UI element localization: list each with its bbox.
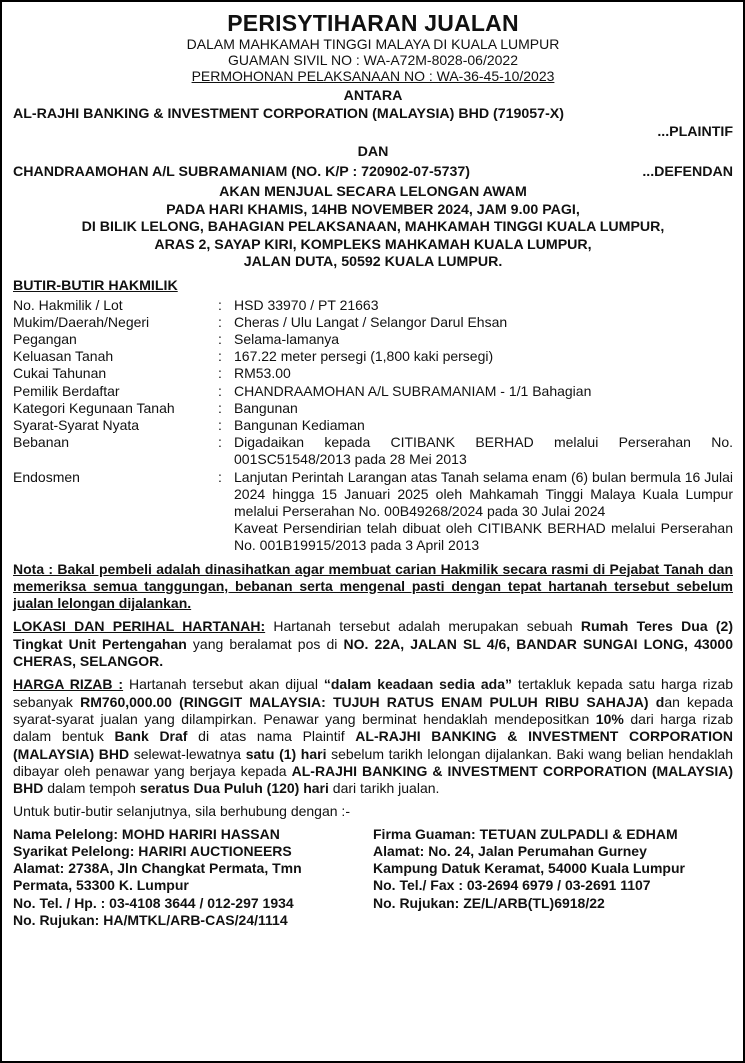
further-info-line: Untuk butir-butir selanjutnya, sila berhubung dengan :- xyxy=(13,803,350,820)
auctioneer-contact xyxy=(13,826,373,929)
detail-colon: : xyxy=(218,313,222,330)
auction-line: ARAS 2, SAYAP KIRI, KOMPLEKS MAHKAMAH KUALA LUMPUR, xyxy=(154,236,592,253)
endorsement-entry: Lanjutan Perintah Larangan atas Tanah selama enam (6) bulan bermula 16 Julai 2024 hingga 15 Januari 2025 oleh Mahkamah Tinggi Malaya Kuala Lumpur melalui Perserahan No. 00B49268/2024 pada 30 Julai 2024 xyxy=(234,468,733,519)
detail-colon: : xyxy=(218,330,222,347)
reserve-bold: “dalam keadaan sedia ada” xyxy=(323,676,513,693)
reserve-text: an kepada syarat-syarat jualan yang dilampirkan. Penawar yang berminat hendaklah mendepositkan xyxy=(13,693,733,727)
detail-value: Bangunan Kediaman xyxy=(234,416,365,433)
note-paragraph: Nota : Bakal pembeli adalah dinasihatkan agar membuat carian Hakmilik secara rasmi di Pejabat Tanah dan memeriksa semua tanggungan, bebanan serta mengenal pasti dengan tepat hartanah tersebut sebelum jualan lelongan dijalankan. xyxy=(13,560,733,612)
title-details-heading: BUTIR-BUTIR HAKMILIK xyxy=(13,277,178,294)
property-location-paragraph xyxy=(13,618,733,670)
detail-label: Keluasan Tanah xyxy=(13,348,114,365)
detail-label: Syarat-Syarat Nyata xyxy=(13,416,140,433)
detail-value: Bangunan xyxy=(234,399,298,416)
property-type: Rumah Teres Dua (2) Tingkat Unit Pertengahan xyxy=(13,618,733,652)
auction-line: PADA HARI KHAMIS, 14HB NOVEMBER 2024, JAM 9.00 PAGI, xyxy=(166,201,580,218)
endorsement-values xyxy=(234,469,733,555)
detail-colon: : xyxy=(218,399,222,416)
auctioneer-phone: No. Tel. / Hp. : 03-4108 3644 / 012-297 1934 xyxy=(13,894,294,911)
defendant-row xyxy=(13,163,733,181)
auction-announcement xyxy=(13,184,733,272)
defendant-name: CHANDRAAMOHAN A/L SUBRAMANIAM (NO. K/P : 720902-07-5737) xyxy=(13,164,470,180)
reserve-heading: HARGA RIZAB : xyxy=(13,676,124,693)
reserve-text: dari tarikh jualan. xyxy=(328,780,440,797)
reserve-text: Hartanah tersebut akan dijual xyxy=(123,676,324,693)
detail-row xyxy=(13,297,733,314)
detail-label: Cukai Tahunan xyxy=(13,365,107,382)
location-text: yang beralamat pos di xyxy=(186,635,344,652)
detail-label: No. Hakmilik / Lot xyxy=(13,296,123,313)
detail-row xyxy=(13,331,733,348)
civil-suit-number: GUAMAN SIVIL NO : WA-A72M-8028-06/2022 xyxy=(228,52,518,68)
auctioneer-reference: No. Rujukan: HA/MTKL/ARB-CAS/24/1114 xyxy=(13,911,288,928)
plaintiff-role: ...PLAINTIF xyxy=(657,124,733,140)
reserve-text: sebelum tarikh lelongan dijalankan. Baki wang belian hendaklah dibayar oleh penawar yang berjaya kepada xyxy=(13,745,733,779)
reserve-text: dalam tempoh xyxy=(43,780,140,797)
detail-value: HSD 33970 / PT 21663 xyxy=(234,296,379,313)
solicitor-contact xyxy=(373,826,733,929)
defendant-role: ...DEFENDAN xyxy=(642,164,733,180)
and-label: DAN xyxy=(357,144,389,160)
auction-line: AKAN MENJUAL SECARA LELONGAN AWAM xyxy=(219,184,527,200)
plaintiff-name: AL-RAJHI BANKING & INVESTMENT CORPORATION (MALAYSIA) BHD (719057-X) xyxy=(13,106,564,122)
detail-value: Selama-lamanya xyxy=(234,330,340,347)
document-title: PERISYTIHARAN JUALAN xyxy=(227,10,519,36)
reserve-text: tertakluk kepada satu harga rizab sebanyak xyxy=(13,676,734,710)
detail-value: Cheras / Ulu Langat / Selangor Darul Ehsan xyxy=(234,313,508,330)
detail-label: Pegangan xyxy=(13,330,77,347)
solicitor-reference: No. Rujukan: ZE/L/ARB(TL)6918/22 xyxy=(373,894,605,911)
auction-line: JALAN DUTA, 50592 KUALA LUMPUR. xyxy=(243,254,503,270)
detail-colon: : xyxy=(218,365,222,382)
detail-colon: : xyxy=(218,416,222,433)
auctioneer-address: Permata, 53300 K. Lumpur xyxy=(13,877,189,894)
detail-row xyxy=(13,348,733,365)
between-label: ANTARA xyxy=(343,88,403,104)
detail-value: CHANDRAAMOHAN A/L SUBRAMANIAM - 1/1 Bahagian xyxy=(234,382,592,399)
auction-line: DI BILIK LELONG, BAHAGIAN PELAKSANAAN, MAHKAMAH TINGGI KUALA LUMPUR, xyxy=(81,219,665,235)
payment-method: Bank Draf xyxy=(114,728,188,745)
detail-row xyxy=(13,314,733,331)
detail-row xyxy=(13,383,733,400)
solicitor-firm: Firma Guaman: TETUAN ZULPADLI & EDHAM xyxy=(373,825,678,842)
detail-label: Pemilik Berdaftar xyxy=(13,382,120,399)
detail-colon: : xyxy=(218,348,222,365)
solicitor-address: Alamat: No. 24, Jalan Perumahan Gurney xyxy=(373,842,647,859)
reserve-text: dari harga rizab dalam bentuk xyxy=(13,710,734,745)
detail-value: Digadaikan kepada CITIBANK BERHAD melalui Perserahan No. 001SC51548/2013 pada 28 Mei 2013 xyxy=(234,434,733,468)
reserve-text: selewat-lewatnya xyxy=(129,745,246,762)
balance-period: seratus Dua Puluh (120) hari xyxy=(139,780,329,797)
detail-value: RM53.00 xyxy=(234,365,291,382)
reserve-price-paragraph xyxy=(13,676,733,797)
deposit-deadline: satu (1) hari xyxy=(245,745,327,762)
solicitor-phone: No. Tel./ Fax : 03-2694 6979 / 03-2691 1107 xyxy=(373,877,651,894)
detail-label: Kategori Kegunaan Tanah xyxy=(13,399,175,416)
detail-row-endorsement xyxy=(13,469,733,555)
auctioneer-address: Alamat: 2738A, Jln Changkat Permata, Tmn xyxy=(13,860,302,877)
detail-label: Endosmen xyxy=(13,468,80,485)
reserve-text: di atas nama Plaintif xyxy=(187,728,356,745)
solicitor-address: Kampung Datuk Keramat, 54000 Kuala Lumpur xyxy=(373,860,685,877)
detail-colon: : xyxy=(218,434,222,451)
endorsement-entry: Kaveat Persendirian telah dibuat oleh CITIBANK BERHAD melalui Perserahan No. 001B19915/2013 pada 3 April 2013 xyxy=(234,520,733,554)
detail-row xyxy=(13,400,733,417)
auctioneer-company: Syarikat Pelelong: HARIRI AUCTIONEERS xyxy=(13,842,292,859)
deposit-percentage: 10% xyxy=(595,710,624,727)
title-details-list xyxy=(13,297,733,555)
court-name: DALAM MAHKAMAH TINGGI MALAYA DI KUALA LUMPUR xyxy=(186,36,560,52)
execution-application-number: PERMOHONAN PELAKSANAAN NO : WA-36-45-10/2023 xyxy=(191,68,555,84)
auctioneer-name: Nama Pelelong: MOHD HARIRI HASSAN xyxy=(13,825,280,842)
location-text: Hartanah tersebut adalah merupakan sebuah xyxy=(265,618,581,635)
detail-row xyxy=(13,365,733,382)
property-address: NO. 22A, JALAN SL 4/6, BANDAR SUNGAI LONG, 43000 CHERAS, SELANGOR. xyxy=(13,635,734,670)
detail-colon: : xyxy=(218,468,222,485)
location-heading: LOKASI DAN PERIHAL HARTANAH: xyxy=(13,618,266,635)
balance-payee: AL-RAJHI BANKING & INVESTMENT CORPORATION (MALAYSIA) BHD xyxy=(13,762,734,797)
detail-colon: : xyxy=(218,296,222,313)
payee-name: AL-RAJHI BANKING & INVESTMENT CORPORATION (MALAYSIA) BHD xyxy=(13,728,733,762)
detail-colon: : xyxy=(218,382,222,399)
contacts-section xyxy=(13,826,733,929)
reserve-price: RM760,000.00 (RINGGIT MALAYSIA: TUJUH RATUS ENAM PULUH RIBU SAHAJA) d xyxy=(80,693,665,710)
detail-label: Bebanan xyxy=(13,434,70,451)
detail-row xyxy=(13,434,733,468)
detail-row xyxy=(13,417,733,434)
detail-value: 167.22 meter persegi (1,800 kaki persegi) xyxy=(234,348,494,365)
detail-label: Mukim/Daerah/Negeri xyxy=(13,313,150,330)
